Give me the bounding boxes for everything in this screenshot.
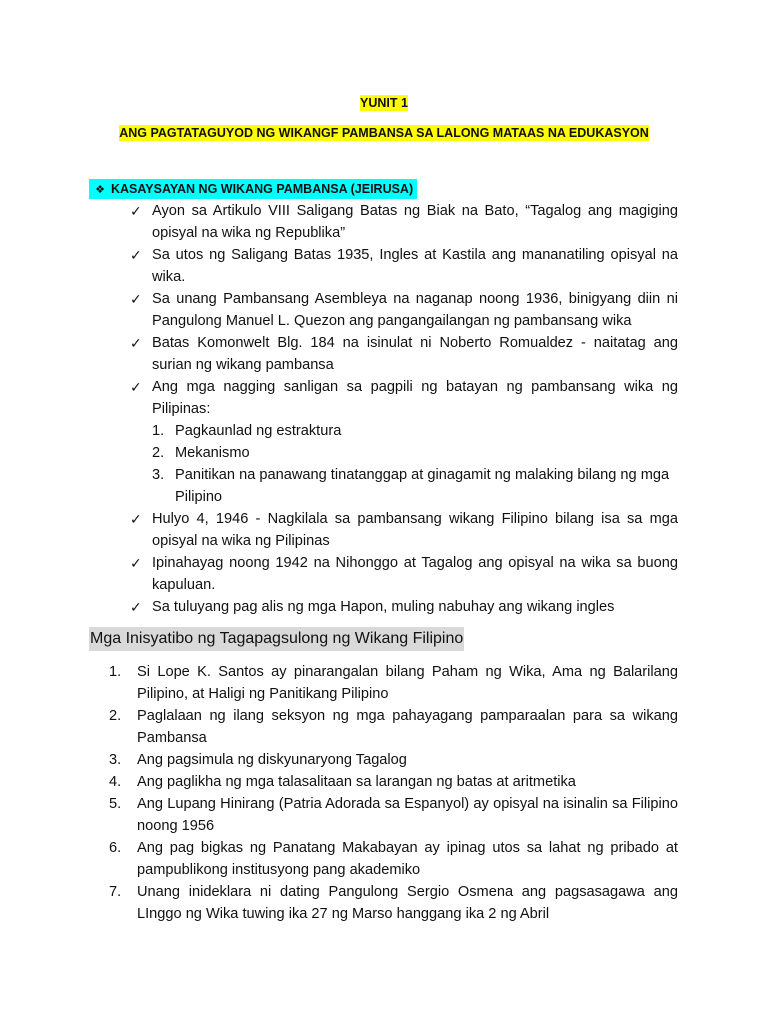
diamond-bullet-icon: ❖ [95, 183, 105, 196]
list-item [130, 508, 678, 552]
sublist-number: 2. [152, 445, 165, 461]
sublist-item-text: Mekanismo [175, 445, 250, 461]
checkmark-icon: ✓ [130, 291, 142, 307]
checkmark-icon: ✓ [130, 511, 142, 527]
sublist-item-text: Panitikan na panawang tinatanggap at ginagamit ng malaking bilang ng mga Pilipino [175, 467, 670, 505]
history-checklist [130, 200, 678, 618]
list-item-text: Hulyo 4, 1946 - Nagkilala sa pambansang wikang Filipino bilang isa sa mga opisyal na wika ng Pilipinas [152, 511, 678, 549]
list-item-text: Unang inideklara ni dating Pangulong Sergio Osmena ang pagsasagawa ang LInggo ng Wika tuwing ika 27 ng Marso hanggang ika 2 ng Abril [137, 884, 678, 922]
section-heading-inisyatibo: Mga Inisyatibo ng Tagapagsulong ng Wikang Filipino [89, 627, 464, 651]
checkmark-icon: ✓ [130, 247, 142, 263]
initiatives-list [109, 661, 678, 925]
checkmark-icon: ✓ [130, 335, 142, 351]
sublist-item [152, 420, 678, 442]
sublist-item [152, 464, 678, 508]
checkmark-icon: ✓ [130, 203, 142, 219]
unit-heading [0, 94, 768, 112]
list-item [130, 596, 678, 618]
checkmark-icon: ✓ [130, 555, 142, 571]
list-item [109, 705, 678, 749]
list-item [130, 244, 678, 288]
checkmark-icon: ✓ [130, 379, 142, 395]
list-item-text: Ayon sa Artikulo VIII Saligang Batas ng Biak na Bato, “Tagalog ang magiging opisyal na wika ng Republika” [152, 203, 678, 241]
list-item-text: Si Lope K. Santos ay pinarangalan bilang Paham ng Wika, Ama ng Balarilang Pilipino, at Haligi ng Panitikang Pilipino [137, 664, 678, 702]
list-number: 6. [109, 840, 122, 856]
section-heading-text: KASAYSAYAN NG WIKANG PAMBANSA (JEIRUSA) [111, 182, 414, 196]
list-item-text: Sa utos ng Saligang Batas 1935, Ingles at Kastila ang mananatiling opisyal na wika. [152, 247, 678, 285]
list-item [130, 332, 678, 376]
document-title-text: ANG PAGTATAGUYOD NG WIKANGF PAMBANSA SA LALONG MATAAS NA EDUKASYON [119, 126, 649, 140]
unit-label: YUNIT 1 [360, 96, 408, 110]
list-item-text: Ang Lupang Hinirang (Patria Adorada sa Espanyol) ay opisyal na isinalin sa Filipino noong 1956 [137, 796, 678, 834]
list-item-text: Sa unang Pambansang Asembleya na naganap noong 1936, binigyang diin ni Pangulong Manuel L. Quezon ang pangangailangan ng pambansang wika [152, 291, 678, 329]
list-item-text: Sa tuluyang pag alis ng mga Hapon, muling nabuhay ang wikang ingles [152, 599, 615, 615]
list-item [109, 837, 678, 881]
list-number: 3. [109, 752, 122, 768]
list-number: 2. [109, 708, 122, 724]
list-number: 4. [109, 774, 122, 790]
list-item [130, 200, 678, 244]
list-item-text: Ipinahayag noong 1942 na Nihonggo at Tagalog ang opisyal na wika sa buong kapuluan. [152, 555, 678, 593]
list-item [109, 661, 678, 705]
list-item [109, 771, 678, 793]
list-item [109, 793, 678, 837]
list-item [109, 881, 678, 925]
list-item [109, 749, 678, 771]
criteria-sublist [152, 420, 678, 508]
list-item-text: Ang mga nagging sanligan sa pagpili ng batayan ng pambansang wika ng Pilipinas: [152, 379, 678, 417]
section-heading-kasaysayan [89, 179, 417, 199]
list-number: 7. [109, 884, 122, 900]
list-item-text: Ang pag bigkas ng Panatang Makabayan ay ipinag utos sa lahat ng pribado at pampublikong institusyong pang akademiko [137, 840, 678, 878]
list-item [130, 288, 678, 332]
sublist-item [152, 442, 678, 464]
list-item-text: Ang pagsimula ng diskyunaryong Tagalog [137, 752, 407, 768]
list-item-text: Paglalaan ng ilang seksyon ng mga pahayagang pamparaalan para sa wikang Pambansa [137, 708, 678, 746]
sublist-number: 1. [152, 423, 165, 439]
list-number: 5. [109, 796, 122, 812]
list-item-text: Ang paglikha ng mga talasalitaan sa larangan ng batas at aritmetika [137, 774, 576, 790]
list-item [130, 552, 678, 596]
checkmark-icon: ✓ [130, 599, 142, 615]
list-item [130, 376, 678, 508]
sublist-number: 3. [152, 467, 165, 483]
document-title [0, 124, 768, 142]
list-item-text: Batas Komonwelt Blg. 184 na isinulat ni Noberto Romualdez - naitatag ang surian ng wikang pambansa [152, 335, 678, 373]
list-number: 1. [109, 664, 122, 680]
sublist-item-text: Pagkaunlad ng estraktura [175, 423, 342, 439]
